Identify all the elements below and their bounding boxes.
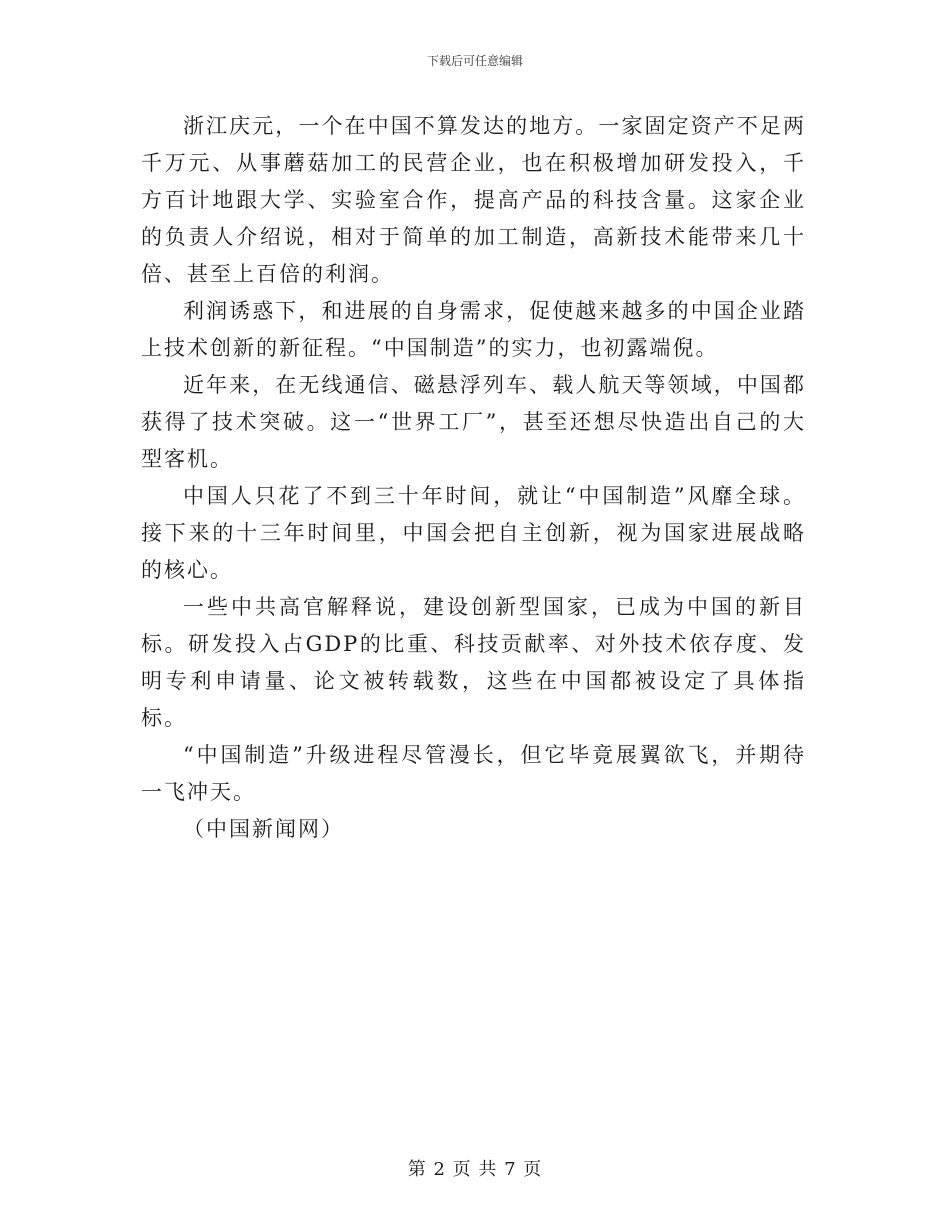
paragraph: 一些中共高官解释说，建设创新型国家，已成为中国的新目标。研发投入占GDP的比重、科技贡献率、对外技术依存度、发明专利申请量、论文被转载数，这些在中国都被设定了具体指标。 [141,595,806,730]
paragraph: 中国人只花了不到三十年时间，就让“中国制造”风靡全球。接下来的十三年时间里，中国会把自主创新，视为国家进展战略的核心。 [141,484,806,582]
page-number-footer: 第 2 页 共 7 页 [407,1159,543,1180]
paragraph: 利润诱惑下，和进展的自身需求，促使越来越多的中国企业踏上技术创新的新征程。“中国制造”的实力，也初露端倪。 [141,299,806,360]
paragraph: 浙江庆元，一个在中国不算发达的地方。一家固定资产不足两千万元、从事蘑菇加工的民营企业，也在积极增加研发投入，千方百计地跟大学、实验室合作，提高产品的科技含量。这家企业的负责人介绍说，相对于简单的加工制造，高新技术能带来几十倍、甚至上百倍的利润。 [141,114,806,286]
paragraph: “中国制造”升级进程尽管漫长，但它毕竟展翼欲飞，并期待一飞冲天。 [141,743,806,804]
article-source: （中国新闻网） [183,817,344,841]
page-header: 下载后可任意编辑 [426,54,523,68]
document-body [141,108,806,848]
paragraph: 近年来，在无线通信、磁悬浮列车、载人航天等领域，中国都获得了技术突破。这一“世界工厂”，甚至还想尽快造出自己的大型客机。 [141,373,806,471]
